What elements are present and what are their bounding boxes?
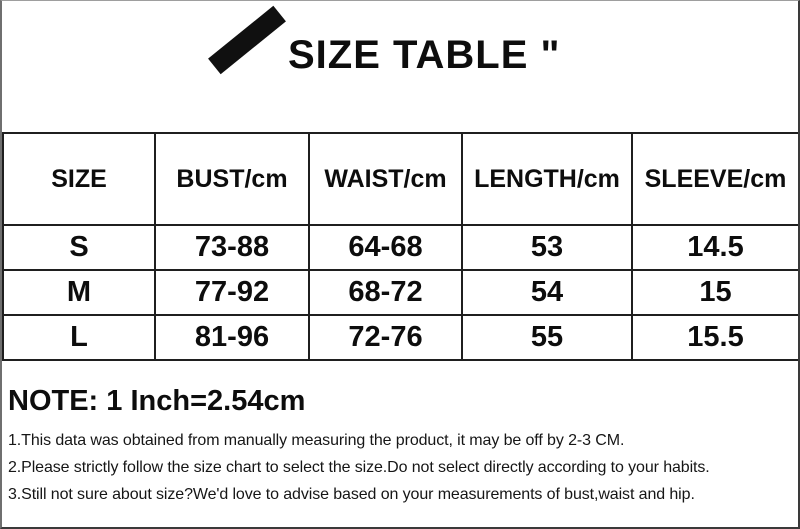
page-title: SIZE TABLE " [288,33,561,77]
table-cell: 54 [462,270,632,315]
column-header-sleeve: SLEEVE/cm [632,133,799,225]
table-cell: L [3,315,155,360]
table-cell: 68-72 [309,270,462,315]
marker-stroke-icon [208,6,286,74]
table-header-row [3,133,799,225]
note-heading: NOTE: 1 Inch=2.54cm [8,385,306,417]
table-cell: 73-88 [155,225,309,270]
notes-section [2,359,798,508]
table-row-l [3,315,799,360]
table-row-m [3,270,799,315]
table-cell: 14.5 [632,225,799,270]
table-cell: 77-92 [155,270,309,315]
table-cell: M [3,270,155,315]
column-header-size: SIZE [3,133,155,225]
table-cell: 55 [462,315,632,360]
table-cell: 64-68 [309,225,462,270]
table-cell: 72-76 [309,315,462,360]
table-cell: 15.5 [632,315,799,360]
table-cell: 53 [462,225,632,270]
column-header-length: LENGTH/cm [462,133,632,225]
size-table [2,132,800,361]
column-header-waist: WAIST/cm [309,133,462,225]
table-cell: 15 [632,270,799,315]
note-line-2: 2.Please strictly follow the size chart to select the size.Do not select directly according to your habits. [8,459,710,476]
table-row-s [3,225,799,270]
column-header-bust: BUST/cm [155,133,309,225]
note-line-3: 3.Still not sure about size?We'd love to advise based on your measurements of bust,waist and hip. [8,486,695,503]
table-cell: S [3,225,155,270]
note-line-1: 1.This data was obtained from manually measuring the product, it may be off by 2-3 CM. [8,432,625,449]
table-cell: 81-96 [155,315,309,360]
